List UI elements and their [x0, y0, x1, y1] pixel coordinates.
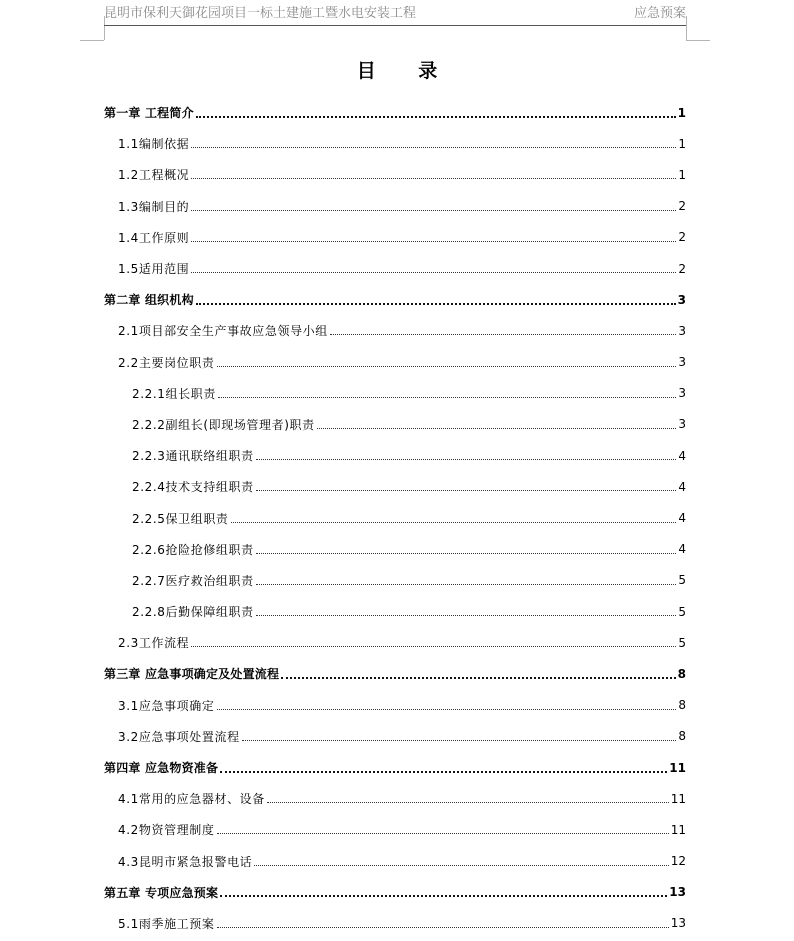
crop-mark-top-right-horizontal	[686, 40, 710, 41]
toc-dot-leader	[254, 865, 668, 866]
toc-section-entry[interactable]	[104, 534, 686, 565]
toc-section-entry[interactable]	[104, 253, 686, 284]
toc-entry-label: 2.3工作流程	[118, 636, 190, 651]
toc-page-number: 2	[678, 230, 686, 245]
toc-section-entry[interactable]	[104, 596, 686, 627]
toc-section-entry[interactable]	[104, 908, 686, 939]
toc-dot-leader	[317, 428, 676, 429]
toc-entry-label: 1.1编制依据	[118, 137, 190, 152]
toc-dot-leader	[191, 646, 676, 647]
toc-page-number: 3	[678, 355, 686, 370]
toc-page-number: 8	[678, 729, 686, 744]
toc-page-number: 3	[678, 323, 686, 338]
toc-page-number: 11	[670, 822, 686, 837]
header-rule	[104, 25, 686, 26]
toc-page-number: 12	[670, 854, 686, 869]
toc-entry-label: 1.4工作原则	[118, 230, 190, 245]
toc-page-number: 4	[678, 448, 686, 463]
toc-dot-leader	[231, 522, 676, 523]
toc-entry-label: 3.1应急事项确定	[118, 698, 215, 713]
toc-page-number: 8	[677, 666, 686, 681]
toc-section-entry[interactable]	[104, 846, 686, 877]
toc-entry-label: 4.3昆明市紧急报警电话	[118, 854, 253, 869]
toc-dot-leader	[191, 241, 676, 242]
toc-page-number: 5	[678, 573, 686, 588]
toc-chapter-entry[interactable]	[104, 284, 686, 315]
toc-chapter-entry[interactable]	[104, 97, 686, 128]
toc-entry-label: 2.2.2副组长(即现场管理者)职责	[132, 417, 315, 432]
toc-dot-leader	[217, 709, 677, 710]
toc-dot-leader	[256, 459, 676, 460]
toc-dot-leader	[242, 740, 676, 741]
toc-dot-leader	[218, 397, 676, 398]
toc-section-entry[interactable]	[104, 627, 686, 658]
toc-page-number: 4	[678, 542, 686, 557]
toc-dot-leader	[281, 677, 675, 679]
toc-page-number: 11	[670, 791, 686, 806]
toc-chapter-entry[interactable]	[104, 752, 686, 783]
toc-page-number: 4	[678, 511, 686, 526]
toc-dot-leader	[256, 490, 676, 491]
toc-page-number: 13	[670, 916, 686, 931]
toc-entry-label: 4.1常用的应急器材、设备	[118, 792, 265, 807]
toc-entry-label: 5.1雨季施工预案	[118, 916, 215, 931]
toc-dot-leader	[191, 210, 676, 211]
page-header	[104, 4, 686, 26]
toc-section-entry[interactable]	[104, 409, 686, 440]
toc-dot-leader	[217, 366, 677, 367]
toc-section-entry[interactable]	[104, 315, 686, 346]
toc-dot-leader	[217, 833, 669, 834]
toc-entry-label: 2.2.7医疗救治组职责	[132, 573, 254, 588]
toc-dot-leader	[196, 303, 676, 305]
toc-page-number: 1	[678, 136, 686, 151]
toc-dot-leader	[217, 927, 669, 928]
crop-mark-top-left-horizontal	[80, 40, 104, 41]
header-document-type: 应急预案	[633, 6, 686, 21]
toc-entry-label: 2.1项目部安全生产事故应急领导小组	[118, 324, 328, 339]
toc-section-entry[interactable]	[104, 347, 686, 378]
toc-section-entry[interactable]	[104, 378, 686, 409]
crop-mark-top-right-vertical	[686, 16, 687, 40]
toc-section-entry[interactable]	[104, 222, 686, 253]
toc-page-number: 8	[678, 698, 686, 713]
toc-chapter-entry[interactable]	[104, 877, 686, 908]
toc-dot-leader	[220, 895, 667, 897]
toc-entry-label: 2.2.4技术支持组职责	[132, 480, 254, 495]
toc-entry-label: 2.2.5保卫组职责	[132, 511, 229, 526]
toc-entry-label: 2.2.3通讯联络组职责	[132, 449, 254, 464]
toc-entry-label: 2.2.1组长职责	[132, 386, 216, 401]
header-project-name: 昆明市保利天御花园项目一标土建施工暨水电安装工程	[104, 6, 417, 21]
toc-page-number: 2	[678, 199, 686, 214]
toc-dot-leader	[256, 584, 676, 585]
toc-dot-leader	[220, 771, 667, 773]
toc-entry-label: 4.2物资管理制度	[118, 823, 215, 838]
toc-section-entry[interactable]	[104, 502, 686, 533]
toc-entry-label: 2.2.8后勤保障组职责	[132, 605, 254, 620]
toc-page-number: 5	[678, 604, 686, 619]
toc-section-entry[interactable]	[104, 128, 686, 159]
toc-dot-leader	[256, 553, 676, 554]
toc-section-entry[interactable]	[104, 690, 686, 721]
toc-page-number: 2	[678, 261, 686, 276]
toc-title: 目 录	[356, 60, 456, 82]
toc-entry-label: 2.2主要岗位职责	[118, 355, 215, 370]
toc-entry-label: 2.2.6抢险抢修组职责	[132, 542, 254, 557]
toc-dot-leader	[256, 615, 676, 616]
table-of-contents	[104, 97, 686, 939]
toc-section-entry[interactable]	[104, 471, 686, 502]
toc-dot-leader	[196, 116, 676, 118]
toc-section-entry[interactable]	[104, 814, 686, 845]
toc-page-number: 4	[678, 479, 686, 494]
toc-entry-label: 第三章 应急事项确定及处置流程	[104, 667, 280, 682]
toc-entry-label: 1.5适用范围	[118, 262, 190, 277]
toc-page-number: 13	[669, 885, 686, 900]
toc-section-entry[interactable]	[104, 783, 686, 814]
toc-dot-leader	[191, 147, 676, 148]
toc-page-number: 3	[678, 417, 686, 432]
toc-entry-label: 1.3编制目的	[118, 199, 190, 214]
toc-page-number: 3	[678, 386, 686, 401]
toc-section-entry[interactable]	[104, 565, 686, 596]
toc-section-entry[interactable]	[104, 159, 686, 190]
toc-section-entry[interactable]	[104, 191, 686, 222]
toc-dot-leader	[191, 178, 676, 179]
toc-chapter-entry[interactable]	[104, 658, 686, 689]
toc-page-number: 5	[678, 635, 686, 650]
toc-dot-leader	[191, 272, 676, 273]
toc-section-entry[interactable]	[104, 721, 686, 752]
toc-section-entry[interactable]	[104, 440, 686, 471]
toc-page-number: 3	[677, 292, 686, 307]
toc-entry-label: 第五章 专项应急预案	[104, 885, 219, 900]
toc-page-number: 1	[678, 167, 686, 182]
toc-dot-leader	[330, 334, 676, 335]
toc-entry-label: 1.2工程概况	[118, 168, 190, 183]
toc-entry-label: 第一章 工程简介	[104, 106, 194, 121]
toc-entry-label: 第二章 组织机构	[104, 293, 194, 308]
toc-page-number: 1	[677, 105, 686, 120]
toc-dot-leader	[267, 802, 669, 803]
toc-entry-label: 第四章 应急物资准备	[104, 761, 219, 776]
toc-page-number: 11	[669, 760, 686, 775]
toc-entry-label: 3.2应急事项处置流程	[118, 729, 240, 744]
